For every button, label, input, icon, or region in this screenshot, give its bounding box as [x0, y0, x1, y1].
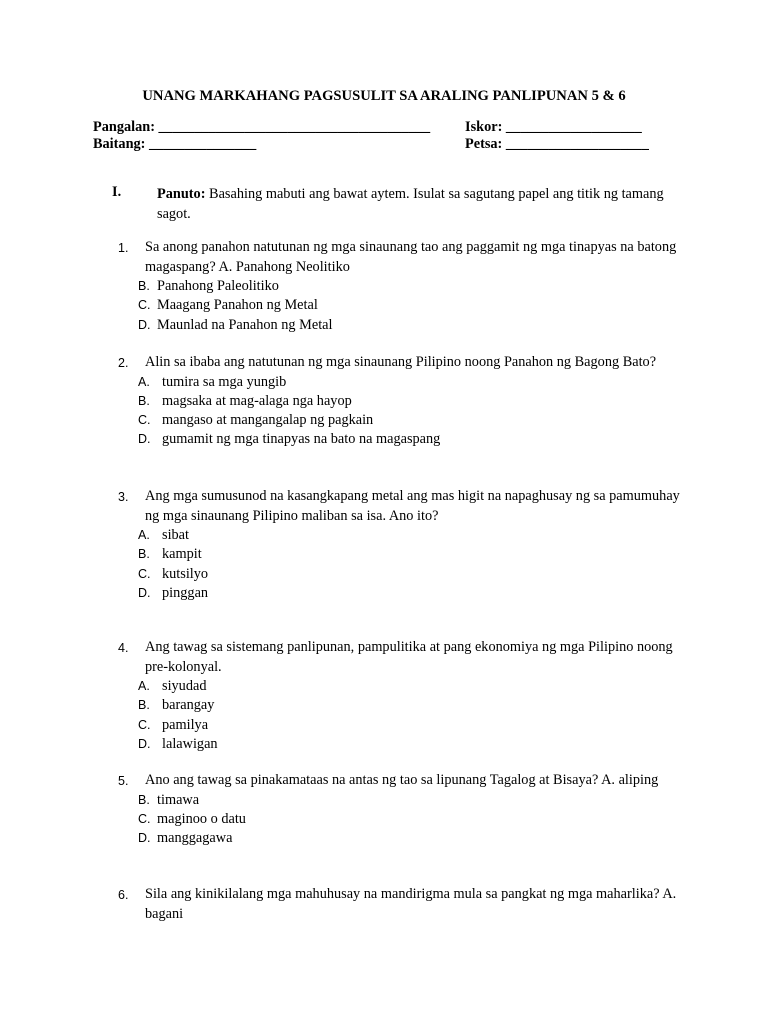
question-3: [118, 487, 688, 603]
question-1: [118, 238, 688, 335]
question-2: [118, 353, 688, 450]
choice-item: [118, 411, 688, 430]
section-number: I.: [112, 184, 122, 200]
question-number: 1.: [118, 241, 129, 255]
choice-text: sibat: [162, 527, 190, 543]
choice-letter: A.: [138, 679, 150, 693]
choice-letter: C.: [138, 298, 151, 313]
instructions-text: Basahing mabuti ang bawat aytem. Isulat sa sagutang papel ang titik ng tamang sagot.: [157, 186, 664, 222]
pangalan-field: Pangalan: ______________________________________: [93, 119, 431, 135]
exam-title: UNANG MARKAHANG PAGSUSULIT SA ARALING PANLIPUNAN 5 & 6: [142, 88, 626, 104]
choice-item: [118, 526, 688, 545]
choice-text: manggagawa: [157, 830, 233, 847]
instructions-label: Panuto:: [157, 186, 206, 202]
choice-text: Maunlad na Panahon ng Metal: [157, 316, 333, 333]
choice-letter: A.: [138, 374, 150, 389]
question-number: 6.: [118, 888, 129, 902]
choice-text: timawa: [157, 791, 200, 808]
choice-list: [118, 373, 688, 450]
choice-text: tumira sa mga yungib: [162, 373, 287, 390]
choice-letter: D.: [138, 317, 151, 332]
question-text: Alin sa ibaba ang natutunan ng mga sinaunang Pilipino noong Panahon ng Bagong Bato?: [145, 354, 657, 370]
choice-list: [118, 677, 688, 754]
choice-letter: B.: [138, 698, 150, 713]
choice-text: pamilya: [162, 716, 209, 733]
choice-letter: D.: [138, 831, 151, 846]
choice-list: [118, 526, 688, 603]
choice-letter: C.: [138, 413, 151, 428]
question-number: 5.: [118, 774, 129, 788]
baitang-field: Baitang: _______________: [93, 136, 257, 152]
choice-letter: A.: [138, 528, 150, 542]
question-number: 2.: [118, 356, 129, 370]
choice-item: [118, 392, 688, 411]
iskor-field: Iskor: ___________________: [465, 119, 642, 135]
choice-letter: C.: [138, 811, 151, 826]
choice-item: [118, 565, 688, 584]
question-text: Sila ang kinikilalang mga mahuhusay na mandirigma mula sa pangkat ng mga maharlika? A. bagani: [145, 886, 677, 922]
choice-text: lalawigan: [162, 735, 218, 752]
choice-letter: B.: [138, 393, 150, 408]
question-text: Ang mga sumusunod na kasangkapang metal ang mas higit na napaghusay ng sa pamumuhay ng mga sinaunang Pilipino maliban sa isa. Ano ito?: [145, 488, 680, 524]
question-text: Ang tawag sa sistemang panlipunan, pampulitika at pang ekonomiya ng mga Pilipino noong pre-kolonyal.: [145, 639, 673, 675]
choice-item: [118, 791, 688, 810]
choice-list: [118, 277, 688, 335]
choice-item: [118, 810, 688, 829]
instructions: [157, 184, 677, 224]
question-4: [118, 638, 688, 754]
choice-letter: C.: [138, 717, 151, 732]
choice-item: [118, 584, 688, 603]
question-text: Ano ang tawag sa pinakamataas na antas ng tao sa lipunang Tagalog at Bisaya? A. aliping: [145, 772, 659, 788]
choice-letter: D.: [138, 736, 151, 751]
question-number: 3.: [118, 490, 129, 504]
choice-item: [118, 735, 688, 754]
choice-text: pinggan: [162, 584, 209, 601]
question-number: 4.: [118, 641, 129, 655]
choice-item: [118, 677, 688, 696]
choice-letter: D.: [138, 585, 151, 600]
choice-letter: B.: [138, 792, 150, 807]
choice-item: [118, 829, 688, 848]
choice-text: maginoo o datu: [157, 810, 246, 827]
choice-letter: B.: [138, 547, 150, 562]
choice-item: [118, 277, 688, 296]
question-6: [118, 885, 688, 924]
choice-text: siyudad: [162, 678, 207, 694]
choice-list: [118, 791, 688, 849]
choice-text: Maagang Panahon ng Metal: [157, 297, 318, 314]
choice-text: barangay: [162, 697, 215, 714]
choice-text: Panahong Paleolitiko: [157, 278, 279, 294]
question-5: [118, 771, 688, 848]
choice-letter: C.: [138, 566, 151, 581]
choice-item: [118, 373, 688, 392]
choice-item: [118, 430, 688, 449]
choice-item: [118, 545, 688, 564]
choice-item: [118, 696, 688, 715]
question-text: Sa anong panahon natutunan ng mga sinaunang tao ang paggamit ng mga tinapyas na batong magaspang? A. Panahong Neolitiko: [145, 239, 677, 275]
choice-text: gumamit ng mga tinapyas na bato na magaspang: [162, 431, 441, 448]
choice-text: mangaso at mangangalap ng pagkain: [162, 412, 374, 429]
choice-text: magsaka at mag-alaga nga hayop: [162, 392, 352, 409]
choice-item: [118, 316, 688, 335]
choice-item: [118, 716, 688, 735]
choice-letter: D.: [138, 432, 151, 447]
choice-text: kutsilyo: [162, 565, 209, 582]
petsa-field: Petsa: ____________________: [465, 136, 649, 152]
choice-text: kampit: [162, 546, 202, 563]
choice-letter: B.: [138, 279, 150, 293]
choice-item: [118, 296, 688, 315]
